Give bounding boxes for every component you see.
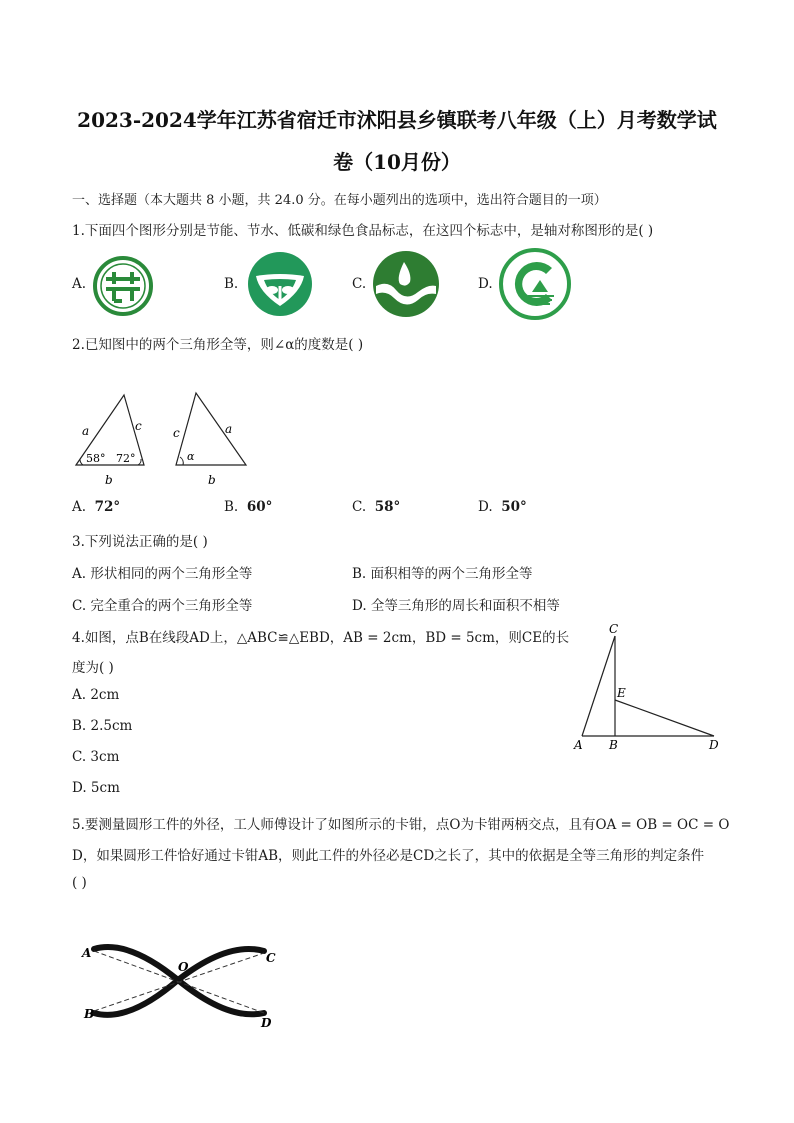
q2-option-b-letter: B. <box>224 499 239 515</box>
q1-option-d[interactable]: D. <box>478 276 493 292</box>
energy-saving-logo-icon <box>92 255 154 317</box>
question-5-stem-line3: ( ) <box>72 875 87 891</box>
q3-option-b[interactable]: B. 面积相等的两个三角形全等 <box>352 566 533 582</box>
q2-option-b[interactable] <box>224 499 272 515</box>
q2-option-d-letter: D. <box>478 499 493 515</box>
question-3-stem: 3.下列说法正确的是( ) <box>72 534 208 550</box>
point-a-label: A <box>574 738 583 752</box>
q2-option-b-value: 60° <box>246 499 273 515</box>
q2-option-a[interactable] <box>72 499 120 515</box>
water-saving-logo-icon <box>246 250 314 318</box>
q2-option-c-letter: C. <box>352 499 367 515</box>
q2-option-a-value: 72° <box>94 499 121 515</box>
point-c-label: C <box>609 622 619 636</box>
caliper-d-label: D <box>261 1016 272 1030</box>
q4-option-b[interactable]: B. 2.5cm <box>72 718 133 734</box>
low-carbon-logo-icon <box>372 250 440 318</box>
q4-option-d[interactable]: D. 5cm <box>72 780 120 796</box>
q4-option-c[interactable]: C. 3cm <box>72 749 120 765</box>
question-4-stem-line2: 度为( ) <box>72 660 114 676</box>
q1-option-c[interactable]: C. <box>352 276 367 292</box>
q1-option-a[interactable]: A. <box>72 276 87 292</box>
caliper-a-label: A <box>82 946 92 960</box>
green-food-logo-icon <box>498 248 572 320</box>
q1-option-b[interactable]: B. <box>224 276 239 292</box>
q2-option-c-value: 58° <box>374 499 401 515</box>
page-title-line2: 卷（10月份） <box>333 150 461 174</box>
right-side-a-label: a <box>225 422 233 436</box>
q4-option-a[interactable]: A. 2cm <box>72 687 120 703</box>
question-5-stem-line2: D，如果圆形工件恰好通过卡钳AB，则此工件的外径必是CD之长了，其中的依据是全等三角形的判定条件 <box>72 848 705 864</box>
point-e-label: E <box>617 686 626 700</box>
q2-triangles-figure <box>68 385 258 490</box>
right-angle-alpha-label: α <box>187 450 195 463</box>
point-d-label: D <box>709 738 719 752</box>
left-side-a-label: a <box>82 424 90 438</box>
left-angle-72-label: 72° <box>116 452 136 465</box>
question-2-stem: 2.已知图中的两个三角形全等，则∠α的度数是( ) <box>72 337 364 353</box>
caliper-c-label: C <box>266 951 276 965</box>
q3-option-c[interactable]: C. 完全重合的两个三角形全等 <box>72 598 253 614</box>
q5-caliper-figure <box>78 935 288 1035</box>
question-5-stem-line1: 5.要测量圆形工件的外径，工人师傅设计了如图所示的卡钳，点O为卡钳两柄交点，且有OA = OB = OC = O <box>72 817 730 833</box>
right-side-b-label: b <box>208 473 216 487</box>
q4-geometry-figure <box>570 618 730 758</box>
right-side-c-label: c <box>173 426 180 440</box>
q2-option-d[interactable] <box>478 499 527 515</box>
q2-option-a-letter: A. <box>72 499 87 515</box>
point-b-label: B <box>609 738 618 752</box>
question-1-stem: 1.下面四个图形分别是节能、节水、低碳和绿色食品标志，在这四个标志中，是轴对称图形的是( ) <box>72 223 654 239</box>
section-header: 一、选择题（本大题共 8 小题，共 24.0 分。在每小题列出的选项中，选出符合题目的一项） <box>72 193 607 208</box>
caliper-o-label: O <box>178 960 189 974</box>
question-4-stem-line1: 4.如图，点B在线段AD上，△ABC≌△EBD，AB = 2cm，BD = 5cm，则CE的长 <box>72 630 570 646</box>
left-side-c-label: c <box>135 419 142 433</box>
left-angle-58-label: 58° <box>86 452 106 465</box>
page-title-line1: 2023-2024学年江苏省宿迁市沭阳县乡镇联考八年级（上）月考数学试 <box>77 108 717 132</box>
q3-option-d[interactable]: D. 全等三角形的周长和面积不相等 <box>352 598 560 614</box>
q2-option-d-value: 50° <box>501 499 527 515</box>
q3-option-a[interactable]: A. 形状相同的两个三角形全等 <box>72 566 253 582</box>
left-side-b-label: b <box>105 473 113 487</box>
q2-option-c[interactable] <box>352 499 400 515</box>
caliper-b-label: B <box>84 1007 95 1021</box>
